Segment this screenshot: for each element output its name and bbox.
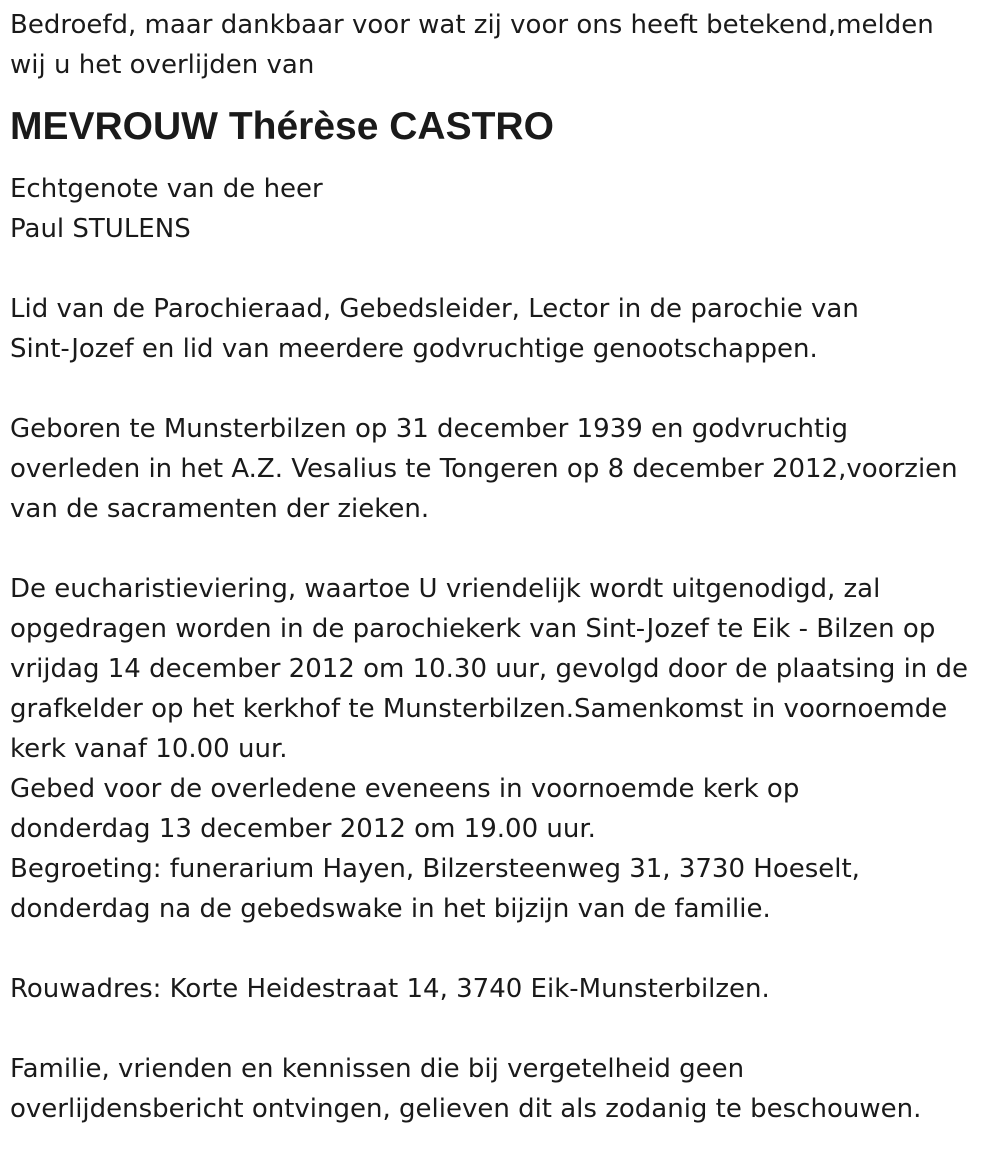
roles-line-2: Sint-Jozef en lid van meerdere godvruchtige genootschappen.: [10, 334, 818, 364]
spouse-line-2: Paul STULENS: [10, 214, 191, 244]
ceremony-line-6: Gebed voor de overledene eveneens in voornoemde kerk op: [10, 774, 800, 804]
obituary-notice: [10, 5, 995, 1129]
ceremony-line-5: kerk vanaf 10.00 uur.: [10, 734, 288, 764]
ceremony-line-8: Begroeting: funerarium Hayen, Bilzersteenweg 31, 3730 Hoeselt,: [10, 854, 860, 884]
paragraph-gap: [10, 529, 995, 569]
spouse-paragraph: [10, 169, 995, 249]
paragraph-gap: [10, 929, 995, 969]
birth-death-line-1: Geboren te Munsterbilzen op 31 december 1939 en godvruchtig: [10, 414, 848, 444]
intro-line-1: Bedroefd, maar dankbaar voor wat zij voor ons heeft betekend,melden: [10, 10, 934, 40]
ceremony-line-7: donderdag 13 december 2012 om 19.00 uur.: [10, 814, 596, 844]
ceremony-line-2: opgedragen worden in de parochiekerk van Sint-Jozef te Eik - Bilzen op: [10, 614, 936, 644]
spouse-line-1: Echtgenote van de heer: [10, 174, 323, 204]
intro-line-2: wij u het overlijden van: [10, 50, 315, 80]
paragraph-gap: [10, 249, 995, 289]
paragraph-gap: [10, 369, 995, 409]
address-paragraph: [10, 969, 995, 1009]
address-line-1: Rouwadres: Korte Heidestraat 14, 3740 Eik-Munsterbilzen.: [10, 974, 770, 1004]
ceremony-line-3: vrijdag 14 december 2012 om 10.30 uur, gevolgd door de plaatsing in de: [10, 654, 969, 684]
birth-death-paragraph: [10, 409, 995, 529]
birth-death-line-3: van de sacramenten der zieken.: [10, 494, 430, 524]
roles-line-1: Lid van de Parochieraad, Gebedsleider, Lector in de parochie van: [10, 294, 859, 324]
ceremony-line-1: De eucharistieviering, waartoe U vriendelijk wordt uitgenodigd, zal: [10, 574, 881, 604]
deceased-name: MEVROUW Thérèse CASTRO: [10, 105, 554, 148]
closing-line-2: overlijdensbericht ontvingen, gelieven dit als zodanig te beschouwen.: [10, 1094, 922, 1124]
ceremony-line-4: grafkelder op het kerkhof te Munsterbilzen.Samenkomst in voornoemde: [10, 694, 948, 724]
birth-death-line-2: overleden in het A.Z. Vesalius te Tongeren op 8 december 2012,voorzien: [10, 454, 958, 484]
closing-line-1: Familie, vrienden en kennissen die bij vergetelheid geen: [10, 1054, 745, 1084]
ceremony-line-9: donderdag na de gebedswake in het bijzijn van de familie.: [10, 894, 771, 924]
ceremony-paragraph: [10, 569, 995, 929]
roles-paragraph: [10, 289, 995, 369]
closing-paragraph: [10, 1049, 995, 1129]
paragraph-gap: [10, 1009, 995, 1049]
intro-paragraph: [10, 5, 995, 85]
